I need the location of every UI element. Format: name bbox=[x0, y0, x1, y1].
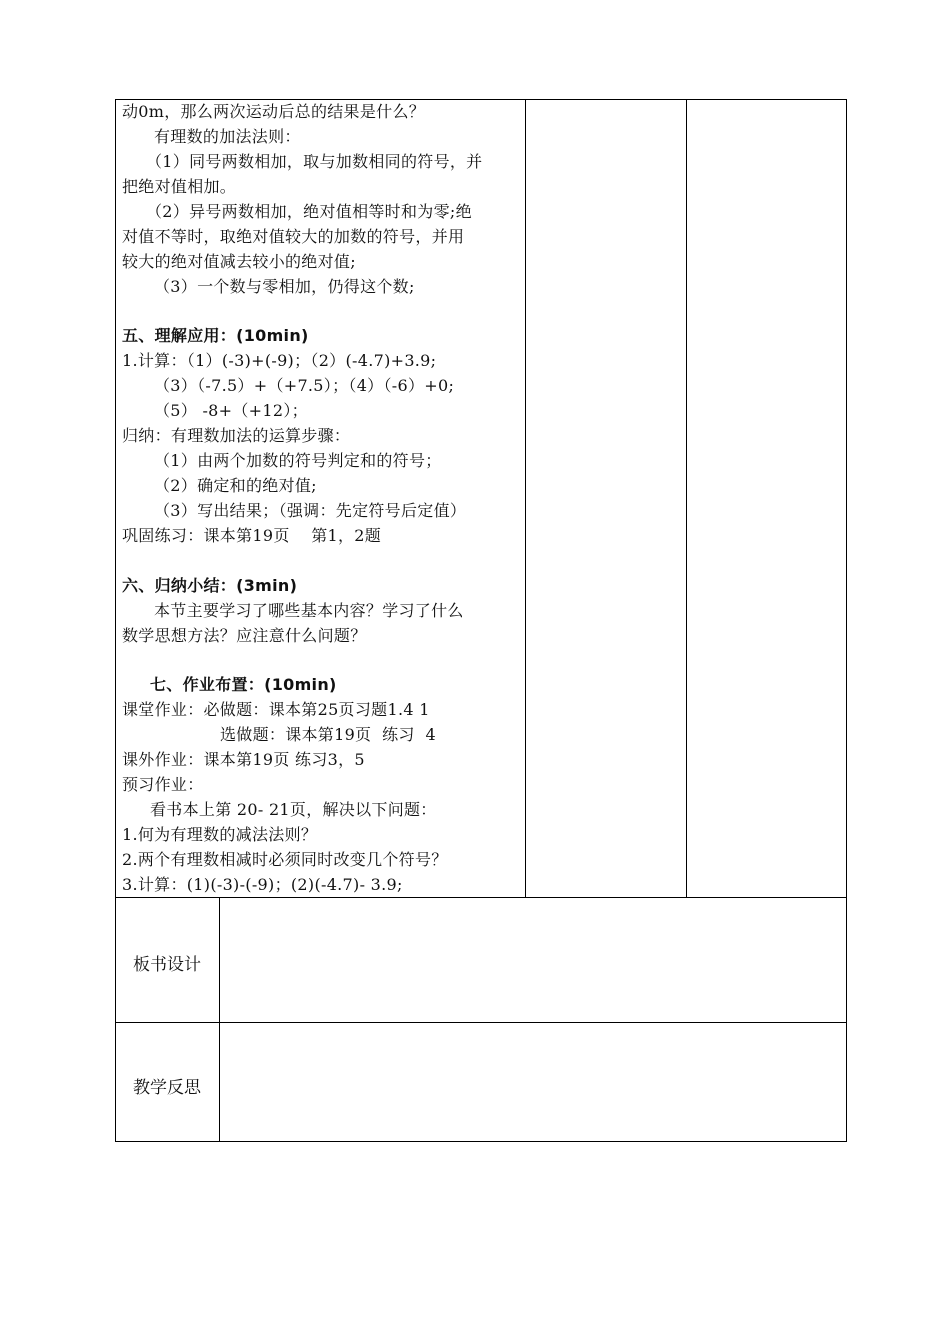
content-line: 对值不等时，取绝对值较大的加数的符号，并用 bbox=[122, 227, 465, 246]
teaching-reflection-label: 教学反思 bbox=[133, 1078, 201, 1098]
content-line: 预习作业： bbox=[122, 775, 204, 794]
table-left-border bbox=[115, 99, 116, 1142]
content-line: 1.何为有理数的减法法则？ bbox=[122, 825, 318, 844]
content-line: 选做题：课本第19页 练习 4 bbox=[220, 725, 436, 744]
content-line: （3）写出结果；（强调：先定符号后定值） bbox=[154, 501, 467, 520]
table-top-border bbox=[115, 99, 847, 100]
content-line: 有理数的加法法则： bbox=[154, 127, 301, 146]
label-column-divider bbox=[219, 897, 220, 1142]
section-heading: 六、归纳小结：(3min) bbox=[122, 576, 298, 595]
content-line: （2）确定和的绝对值; bbox=[154, 476, 317, 495]
content-line: 2.两个有理数相减时必须同时改变几个符号？ bbox=[122, 850, 448, 869]
content-line: （1）由两个加数的符号判定和的符号； bbox=[154, 451, 442, 470]
content-line: 数学思想方法？应注意什么问题？ bbox=[122, 626, 367, 645]
content-line: 看书本上第 20- 21页，解决以下问题： bbox=[150, 800, 437, 819]
content-line: （2）异号两数相加，绝对值相等时和为零;绝 bbox=[146, 202, 472, 221]
content-line: 把绝对值相加。 bbox=[122, 177, 237, 196]
column-divider-1 bbox=[525, 99, 526, 898]
content-line: （5） -8+（+12）； bbox=[154, 401, 308, 420]
column-divider-2 bbox=[686, 99, 687, 898]
row-divider-2 bbox=[115, 1022, 847, 1023]
content-line: 3.计算：(1)(-3)-(-9)；(2)(-4.7)- 3.9; bbox=[122, 875, 403, 894]
section-heading: 五、理解应用：(10min) bbox=[122, 326, 309, 345]
content-line: 课堂作业：必做题：课本第25页习题1.4 1 bbox=[122, 700, 430, 719]
content-line: 1.计算：（1）(-3)+(-9)；（2）(-4.7)+3.9; bbox=[122, 351, 437, 370]
content-line: （1）同号两数相加，取与加数相同的符号，并 bbox=[146, 152, 483, 171]
content-line: 课外作业：课本第19页 练习3，5 bbox=[122, 750, 365, 769]
content-line: 本节主要学习了哪些基本内容？学习了什么 bbox=[154, 601, 464, 620]
board-design-label: 板书设计 bbox=[133, 955, 201, 975]
row-divider-1 bbox=[115, 897, 847, 898]
content-line: 动0m，那么两次运动后总的结果是什么？ bbox=[122, 102, 426, 121]
content-line: （3）一个数与零相加，仍得这个数; bbox=[154, 277, 415, 296]
content-line: （3）（-7.5）+（+7.5）；（4）（-6）+0; bbox=[154, 376, 455, 395]
table-bottom-border bbox=[115, 1141, 847, 1142]
section-heading: 七、作业布置：(10min) bbox=[150, 675, 337, 694]
content-line: 较大的绝对值减去较小的绝对值; bbox=[122, 252, 356, 271]
content-line: 归纳：有理数加法的运算步骤： bbox=[122, 426, 351, 445]
table-right-border bbox=[846, 99, 847, 1142]
content-line: 巩固练习：课本第19页 第1，2题 bbox=[122, 526, 382, 545]
